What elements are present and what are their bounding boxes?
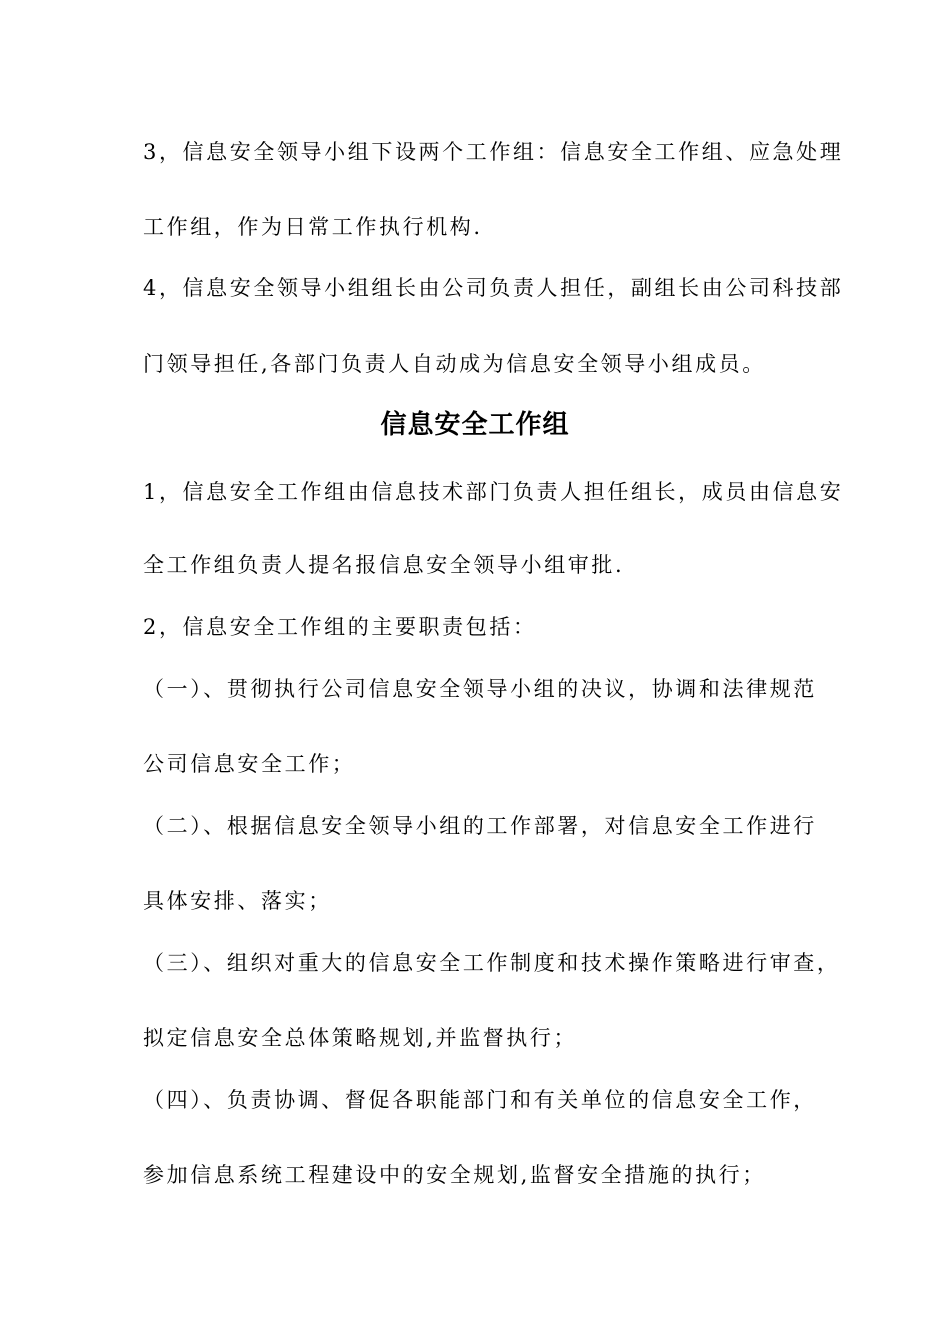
paragraph-line: 2，信息安全工作组的主要职责包括： <box>143 615 537 639</box>
paragraph-line: 全工作组负责人提名报信息安全领导小组审批. <box>143 553 625 577</box>
paragraph-line: 具体安排、落实； <box>143 889 332 913</box>
paragraph-line: 门领导担任,各部门负责人自动成为信息安全领导小组成员。 <box>143 352 766 376</box>
paragraph-line: 3，信息安全领导小组下设两个工作组：信息安全工作组、应急处理 <box>143 140 844 164</box>
section-heading: 信息安全工作组 <box>380 410 570 440</box>
paragraph-line: （一）、贯彻执行公司信息安全领导小组的决议，协调和法律规范 <box>143 677 817 701</box>
paragraph-line: （三）、组织对重大的信息安全工作制度和技术操作策略进行审查， <box>143 951 841 975</box>
paragraph-line: 4，信息安全领导小组组长由公司负责人担任，副组长由公司科技部 <box>143 276 844 300</box>
paragraph-line: 拟定信息安全总体策略规划,并监督执行； <box>143 1026 578 1050</box>
paragraph-line: （二）、根据信息安全领导小组的工作部署，对信息安全工作进行 <box>143 814 817 838</box>
paragraph-line: 参加信息系统工程建设中的安全规划,监督安全措施的执行； <box>143 1163 766 1187</box>
paragraph-line: （四）、负责协调、督促各职能部门和有关单位的信息安全工作， <box>143 1088 817 1112</box>
paragraph-line: 公司信息安全工作； <box>143 752 356 776</box>
paragraph-line: 工作组，作为日常工作执行机构. <box>143 215 483 239</box>
paragraph-line: 1，信息安全工作组由信息技术部门负责人担任组长，成员由信息安 <box>143 480 844 504</box>
